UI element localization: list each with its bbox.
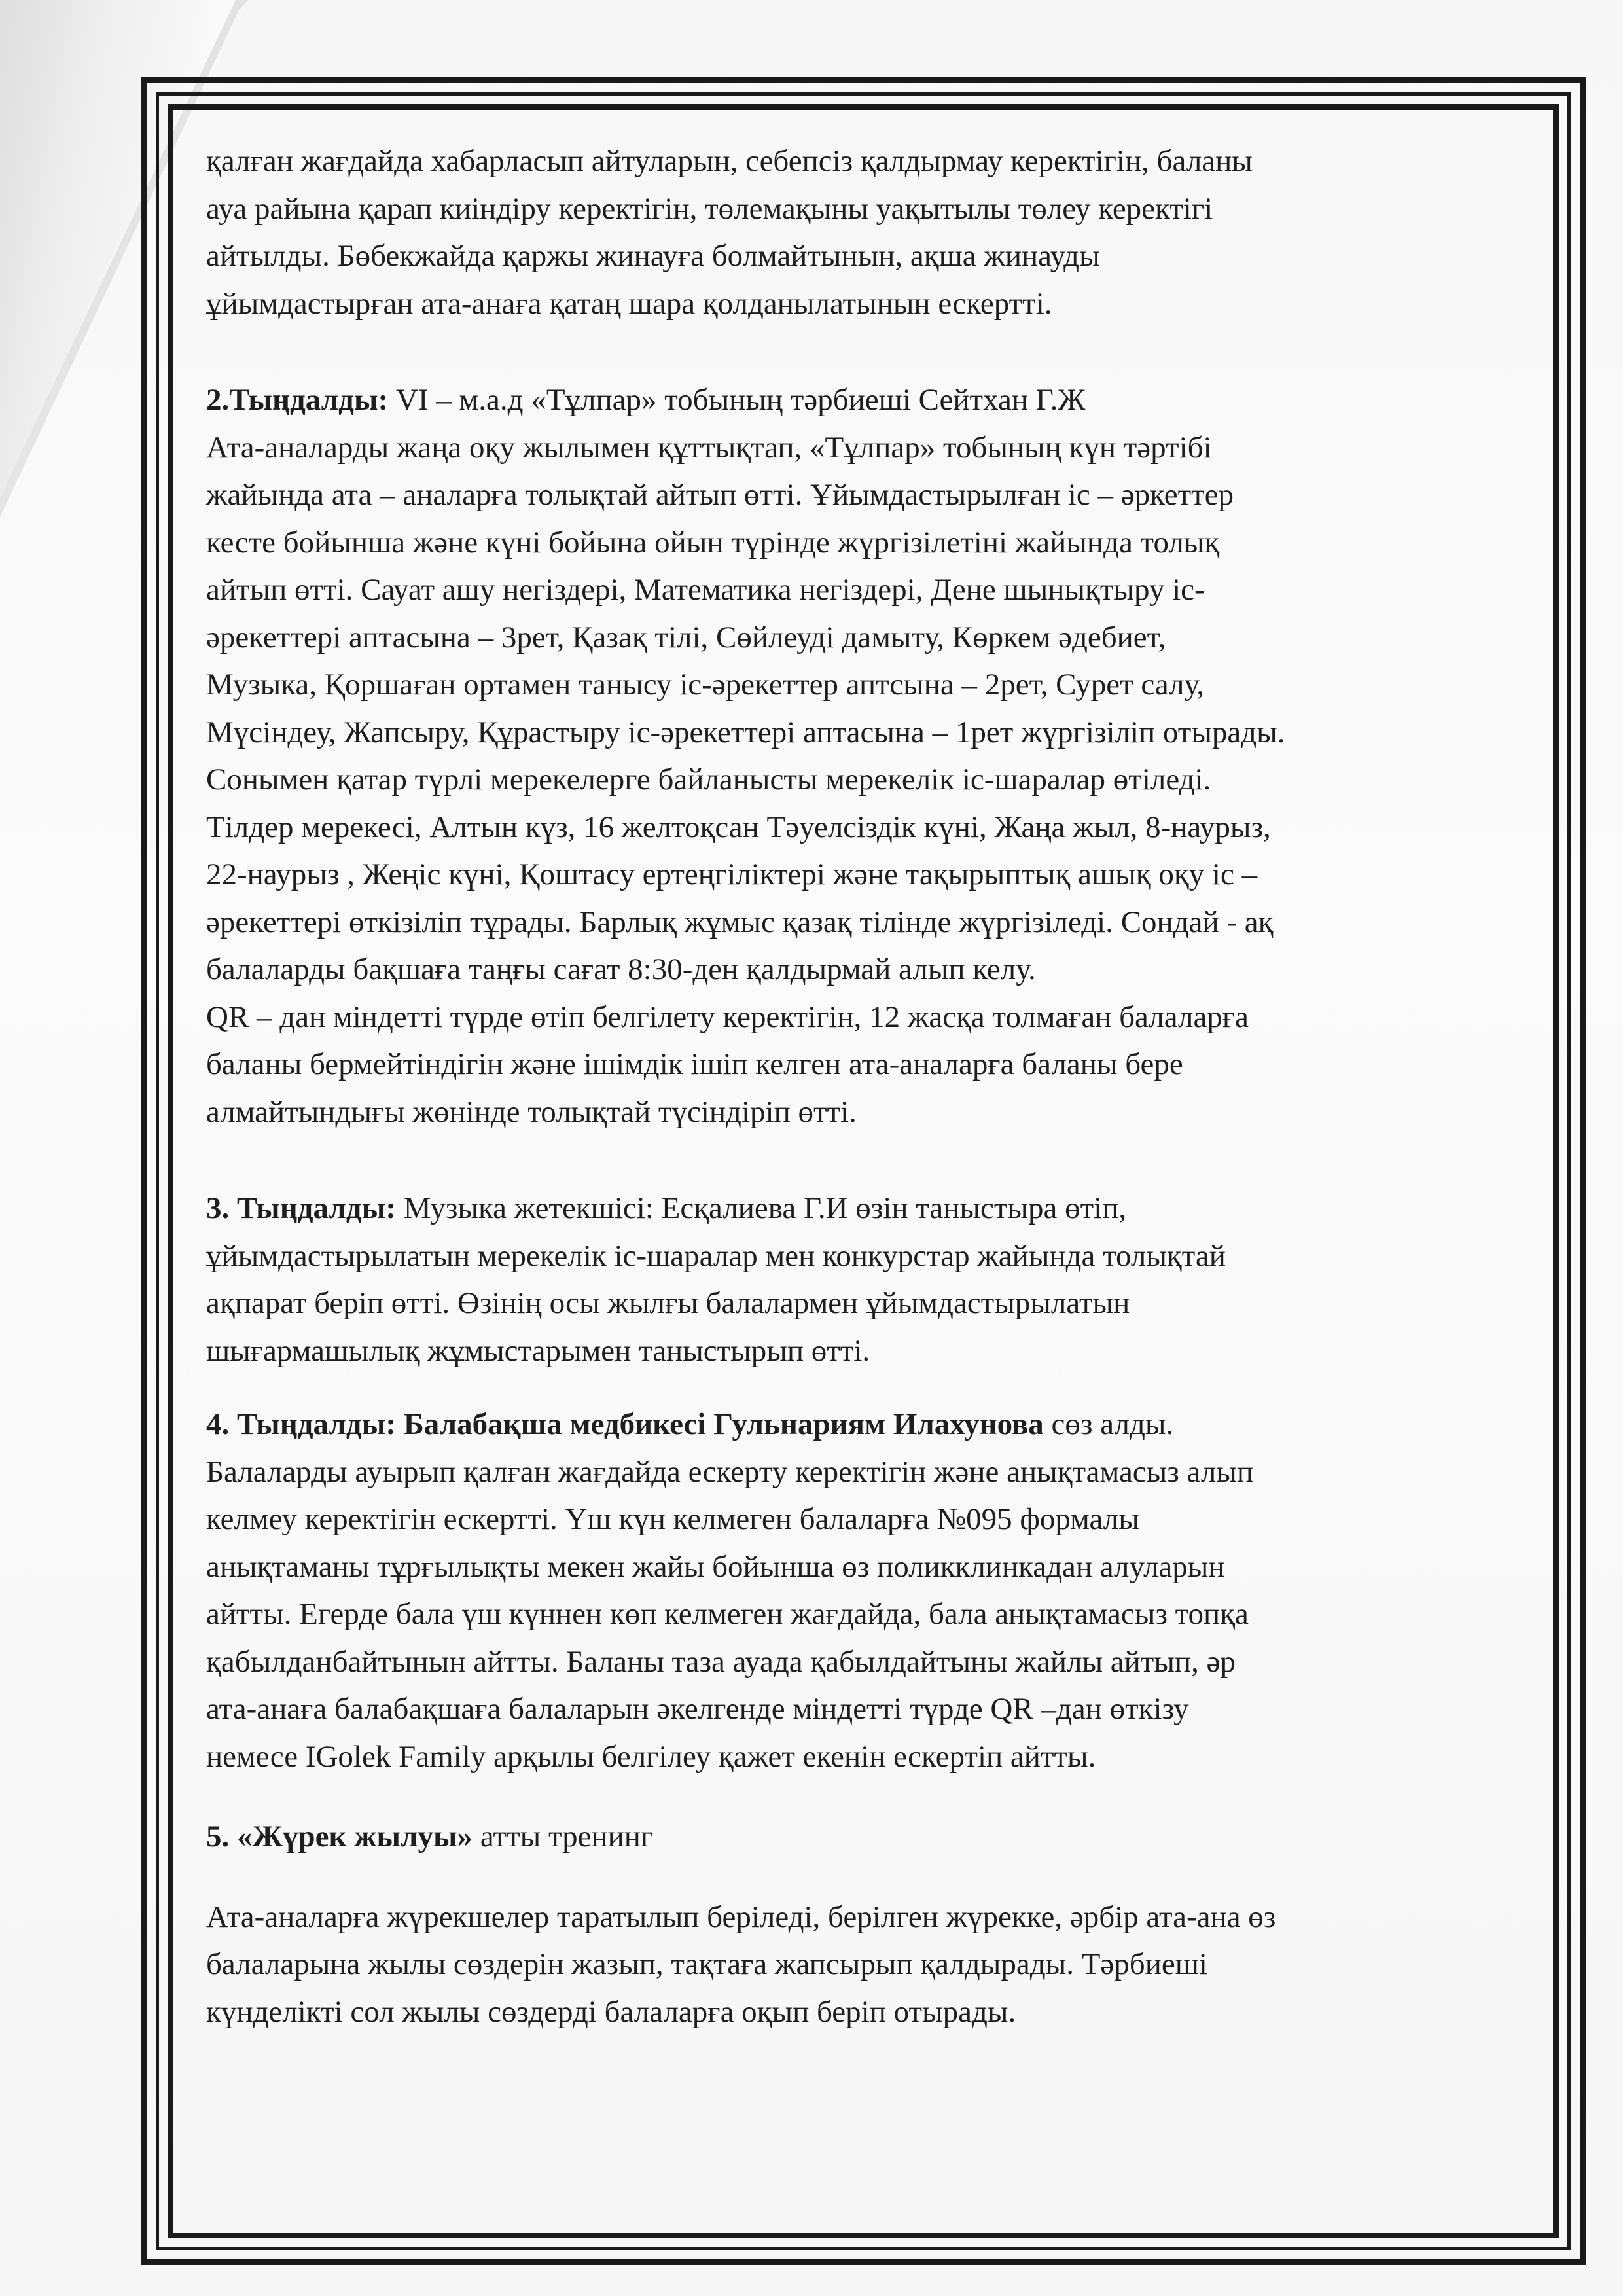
text-line: Ата-аналарды жаңа оқу жылымен құттықтап, «Тұлпар» тобының күн тәртібі (206, 430, 1212, 465)
section-5-heading-line (206, 1813, 1535, 1861)
text-line: қалған жағдайда хабарласып айтуларын, себепсіз қалдырмау керектігін, баланы (206, 144, 1253, 178)
text-line: шығармашылық жұмыстарымен таныстырып өтті. (206, 1333, 870, 1368)
section-3 (206, 1185, 1535, 1374)
text-line: анықтаманы тұрғылықты мекен жайы бойынша өз поликклинкадан алуларын (206, 1549, 1225, 1584)
text-line: балаларды бақшаға таңғы сағат 8:30-ден қалдырмай алып келу. (206, 952, 1036, 986)
section-2 (206, 376, 1535, 1136)
text-line: әрекеттері өткізіліп тұрады. Барлық жұмыс қазақ тілінде жүргізіледі. Сондай - ақ (206, 905, 1274, 939)
section-2-heading: 2.Тыңдалды: (206, 383, 389, 417)
text-line: балаларына жылы сөздерін жазып, тақтаға жапсырып қалдырады. Тәрбиеші (206, 1947, 1207, 1981)
text-line: Музыка, Қоршаған ортамен танысу іс-әрекеттер аптсына – 2рет, Сурет салу, (206, 668, 1205, 702)
text-line: ата-анаға балабақшаға балаларын әкелгенде міндетті түрде QR –дан өткізу (206, 1692, 1189, 1726)
section-2-heading-line (206, 376, 1535, 424)
intro-paragraph (206, 137, 1535, 327)
section-4-heading: 4. Тыңдалды: Балабақша медбикесі Гульнариям Илахунова (206, 1407, 1044, 1441)
text-line: Балаларды ауырып қалған жағдайда ескерту керектігін және анықтамасыз алып (206, 1454, 1254, 1489)
text-line: баланы бермейтіндігін және ішімдік ішіп келген ата-аналарға баланы бере (206, 1047, 1183, 1081)
section-3-heading-line (206, 1185, 1535, 1232)
section-5-heading: 5. «Жүрек жылуы» (206, 1820, 473, 1854)
section-4 (206, 1401, 1535, 1780)
text-line: кесте бойынша және күні бойына ойын түрінде жүргізілетіні жайында толық (206, 525, 1220, 560)
text-line: 22-наурыз , Жеңіс күні, Қоштасу ертеңгіліктері және тақырыптық ашық оқу іс – (206, 857, 1258, 891)
text-line: ұйымдастырылатын мерекелік іс-шаралар мен конкурстар жайында толықтай (206, 1238, 1226, 1273)
text-line: алмайтындығы жөнінде толықтай түсіндіріп өтті. (206, 1094, 857, 1129)
section-4-heading-rest: сөз алды. (1043, 1407, 1174, 1441)
text-line: күнделікті сол жылы сөздерді балаларға оқып беріп отырады. (206, 1994, 1016, 2029)
text-line: келмеу керектігін ескертті. Үш күн келмеген балаларға №095 формалы (206, 1502, 1139, 1536)
section-2-heading-rest: VI – м.а.д «Тұлпар» тобының тәрбиеші Сейтхан Г.Ж (388, 383, 1086, 417)
text-line: ұйымдастырған ата-анаға қатаң шара қолданылатынын ескертті. (206, 286, 1052, 321)
text-line: айтып өтті. Сауат ашу негіздері, Математика негіздері, Дене шынықтыру іс- (206, 573, 1205, 607)
text-line: айтылды. Бөбекжайда қаржы жинауға болмайтынын, ақша жинауды (206, 239, 1100, 273)
document-body (206, 137, 1535, 2036)
section-4-heading-line (206, 1401, 1535, 1448)
text-line: жайында ата – аналарға толықтай айтып өтті. Ұйымдастырылған іс – әркеттер (206, 478, 1234, 512)
text-line: қабылданбайтынын айтты. Баланы таза ауада қабылдайтыны жайлы айтып, әр (206, 1644, 1236, 1679)
text-line: Тілдер мерекесі, Алтын күз, 16 желтоқсан Тәуелсіздік күні, Жаңа жыл, 8-наурыз, (206, 810, 1271, 844)
text-line: Мүсіндеу, Жапсыру, Құрастыру іс-әрекеттері аптасына – 1рет жүргізіліп отырады. (206, 715, 1285, 749)
text-line: ауа райына қарап киіндіру керектігін, төлемақыны уақытылы төлеу керектігі (206, 191, 1213, 226)
section-5 (206, 1813, 1535, 2036)
text-line: Сонымен қатар түрлі мерекелерге байланысты мерекелік іс-шаралар өтіледі. (206, 762, 1211, 797)
section-5-heading-rest: атты тренинг (473, 1820, 654, 1854)
section-3-heading: 3. Тыңдалды: (206, 1191, 396, 1225)
section-3-heading-rest: Музыка жетекшісі: Есқалиева Г.И өзін таныстыра өтіп, (395, 1191, 1127, 1225)
text-line: немесе IGolek Family арқылы белгілеу қажет екенін ескертіп айтты. (206, 1739, 1096, 1774)
text-line: әрекеттері аптасына – 3рет, Қазақ тілі, Сөйлеуді дамыту, Көркем әдебиет, (206, 620, 1166, 655)
text-line: Ата-аналарға жүрекшелер таратылып беріледі, берілген жүрекке, әрбір ата-ана өз (206, 1899, 1276, 1934)
text-line: ақпарат беріп өтті. Өзінің осы жылғы балалармен ұйымдастырылатын (206, 1286, 1130, 1320)
text-line: айтты. Егерде бала үш күннен көп келмеген жағдайда, бала анықтамасыз топқа (206, 1597, 1249, 1631)
text-line: QR – дан міндетті түрде өтіп белгілету керектігін, 12 жасқа толмаған балаларға (206, 999, 1249, 1034)
